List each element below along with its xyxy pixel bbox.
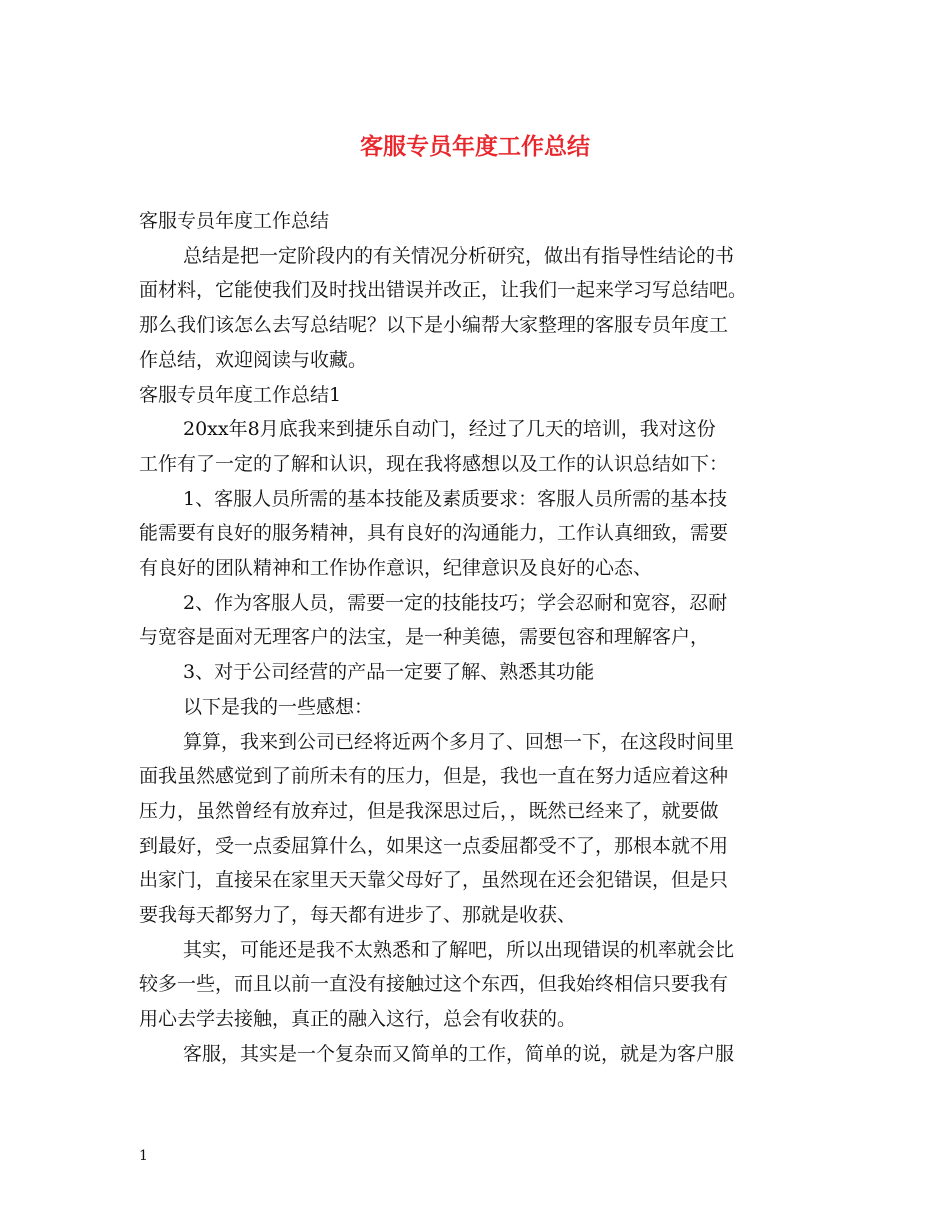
text-line: 其实，可能还是我不太熟悉和了解吧，所以出现错误的机率就会比 (183, 938, 735, 961)
text-line: 能需要有良好的服务精神，具有良好的沟通能力，工作认真细致，需要 (139, 522, 729, 545)
text-line: 3、对于公司经营的产品一定要了解、熟悉其功能 (183, 661, 595, 684)
document-body (139, 204, 814, 1072)
text-line: 工作有了一定的了解和认识，现在我将感想以及工作的认识总结如下： (139, 452, 729, 475)
text-line: 算算，我来到公司已经将近两个多月了、回想一下，在这段时间里 (183, 730, 735, 753)
text-line: 2、作为客服人员，需要一定的技能技巧；学会忍耐和宽容，忍耐 (183, 591, 728, 614)
document-title: 客服专员年度工作总结 (360, 134, 590, 160)
text-line: 较多一些，而且以前一直没有接触过这个东西，但我始终相信只要我有 (139, 973, 729, 996)
text-line: 那么我们该怎么去写总结呢？以下是小编帮大家整理的客服专员年度工 (139, 314, 729, 337)
text-line: 与宽容是面对无理客户的法宝，是一种美德，需要包容和理解客户， (139, 626, 710, 649)
text-line: 客服专员年度工作总结1 (139, 383, 342, 406)
text-line: 20xx年8月底我来到捷乐自动门，经过了几天的培训，我对这份 (183, 418, 716, 441)
text-line: 出家门，直接呆在家里天天靠父母好了，虽然现在还会犯错误，但是只 (139, 869, 729, 892)
text-line: 总结是把一定阶段内的有关情况分析研究，做出有指导性结论的书 (183, 244, 735, 267)
text-line: 用心去学去接触，真正的融入这行，总会有收获的。 (139, 1008, 577, 1031)
text-line: 作总结，欢迎阅读与收藏。 (139, 348, 368, 371)
text-line: 有良好的团队精神和工作协作意识，纪律意识及良好的心态、 (139, 557, 653, 580)
text-line: 1、客服人员所需的基本技能及素质要求：客服人员所需的基本技 (183, 487, 728, 510)
text-line: 压力，虽然曾经有放弃过，但是我深思过后，，既然已经来了，就要做 (139, 799, 719, 822)
text-line: 客服，其实是一个复杂而又简单的工作，简单的说，就是为客户服 (183, 1042, 735, 1065)
page-number: 1 (139, 1148, 148, 1164)
text-line: 以下是我的一些感想： (183, 695, 374, 718)
text-line: 面我虽然感觉到了前所未有的压力，但是，我也一直在努力适应着这种 (139, 765, 729, 788)
text-line: 客服专员年度工作总结 (139, 210, 330, 232)
text-line: 面材料，它能使我们及时找出错误并改正，让我们一起来学习写总结吧。 (139, 279, 748, 302)
text-line: 要我每天都努力了，每天都有进步了、那就是收获、 (139, 904, 577, 927)
text-line: 到最好，受一点委屈算什么，如果这一点委屈都受不了，那根本就不用 (139, 834, 729, 857)
